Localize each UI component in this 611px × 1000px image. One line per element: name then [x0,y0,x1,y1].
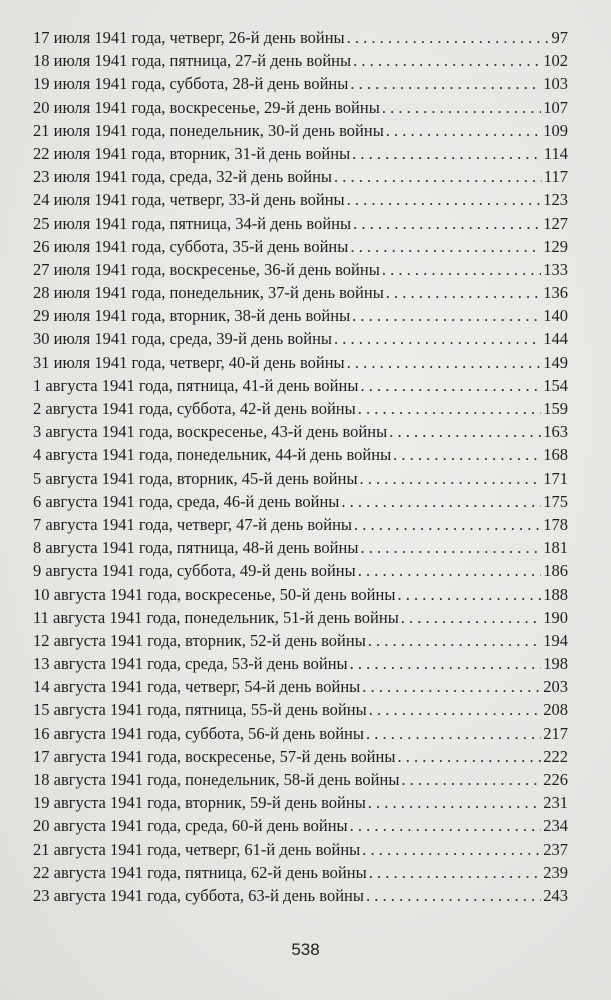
dot-leader [352,304,541,327]
toc-entry [33,559,568,582]
toc-entry [33,791,568,814]
toc-entry-title: 2 августа 1941 года, суббота, 42-й день войны [33,399,356,418]
toc-entry-page: 140 [543,306,568,326]
toc-entry [33,606,568,629]
toc-entry [33,861,568,884]
toc-entry [33,72,568,95]
toc-entry [33,884,568,907]
toc-entry-title: 23 июля 1941 года, среда, 32-й день войны [33,167,333,187]
toc-entry-title: 5 августа 1941 года, вторник, 45-й день войны [33,468,358,488]
dot-leader [350,235,541,258]
dot-leader [366,722,541,745]
toc-entry-title: 29 июля 1941 года, вторник, 38-й день войны [33,306,351,326]
toc-entry-page: 127 [543,213,568,233]
toc-entry-title: 11 августа 1941 года, понедельник, 51-й день войны [33,607,399,627]
toc-entry [33,142,568,165]
toc-entry [33,258,568,281]
dot-leader [397,583,541,606]
toc-entry [33,49,568,72]
toc-entry-title: 28 июля 1941 года, понедельник, 37-й день войны [33,283,384,303]
toc-entry-title: 22 августа 1941 года, пятница, 62-й день войны [33,862,367,882]
toc-entry-title: 31 июля 1941 года, четверг, 40-й день войны [33,352,345,372]
toc-entry-title: 24 июля 1941 года, четверг, 33-й день войны [33,190,345,210]
toc-entry [33,513,568,536]
dot-leader [354,513,541,536]
toc-entry-page: 208 [543,700,568,720]
dot-leader [366,884,541,907]
toc-entry-page: 159 [543,399,568,418]
toc-entry [33,675,568,698]
toc-entry-page: 123 [543,190,568,210]
toc-entry [33,327,568,350]
toc-entry-title: 22 июля 1941 года, вторник, 31-й день войны [33,143,351,163]
toc-entry-page: 181 [543,538,568,558]
toc-entry-page: 239 [543,862,568,882]
toc-entry-title: 13 августа 1941 года, среда, 53-й день войны [33,654,348,674]
toc-entry [33,443,568,466]
dot-leader [350,72,541,95]
dot-leader [358,397,542,420]
dot-leader [334,165,542,188]
toc-entry-title: 9 августа 1941 года, суббота, 49-й день войны [33,561,356,581]
dot-leader [347,26,550,49]
toc-entry [33,420,568,443]
toc-entry-page: 203 [543,677,568,697]
toc-entry-title: 26 июля 1941 года, суббота, 35-й день войны [33,236,349,256]
toc-entry [33,188,568,211]
toc-entry [33,467,568,490]
toc-entry-title: 7 августа 1941 года, четверг, 47-й день войны [33,514,352,534]
toc-entry-page: 188 [543,584,568,604]
toc-entry-page: 109 [543,120,568,140]
toc-entry [33,814,568,837]
toc-entry-title: 25 июля 1941 года, пятница, 34-й день войны [33,213,352,233]
toc-entry [33,536,568,559]
toc-entry [33,212,568,235]
dot-leader [401,606,541,629]
toc-entry-title: 12 августа 1941 года, вторник, 52-й день войны [33,630,366,650]
toc-entry-title: 6 августа 1941 года, среда, 46-й день войны [33,491,340,511]
toc-entry-title: 17 августа 1941 года, воскресенье, 57-й день войны [33,746,396,766]
table-of-contents [33,26,568,907]
toc-entry-page: 186 [543,561,568,581]
dot-leader [382,96,541,119]
toc-entry [33,351,568,374]
toc-entry-title: 20 июля 1941 года, воскресенье, 29-й день войны [33,97,380,117]
toc-entry-page: 222 [543,746,568,766]
toc-entry-title: 30 июля 1941 года, среда, 39-й день войны [33,329,333,349]
toc-entry-page: 243 [543,885,568,905]
dot-leader [347,188,542,211]
toc-entry-title: 27 июля 1941 года, воскресенье, 36-й день войны [33,259,380,279]
toc-entry-title: 4 августа 1941 года, понедельник, 44-й день войны [33,445,392,465]
toc-entry [33,397,568,420]
toc-entry-title: 15 августа 1941 года, пятница, 55-й день войны [33,700,367,720]
toc-entry-page: 117 [543,167,568,187]
toc-entry [33,838,568,861]
toc-entry-page: 231 [543,793,568,813]
toc-entry-page: 129 [543,236,568,256]
dot-leader [393,443,541,466]
toc-entry-page: 154 [543,375,568,395]
dot-leader [334,327,541,350]
toc-entry-title: 14 августа 1941 года, четверг, 54-й день войны [33,677,361,697]
toc-entry-title: 8 августа 1941 года, пятница, 48-й день войны [33,538,359,558]
toc-entry-title: 3 августа 1941 года, воскресенье, 43-й день войны [33,422,388,442]
toc-entry [33,490,568,513]
toc-entry-page: 136 [543,283,568,303]
dot-leader [369,861,542,884]
dot-leader [353,49,541,72]
dot-leader [386,281,541,304]
toc-entry-page: 144 [543,329,568,349]
toc-entry-page: 217 [543,723,568,743]
toc-entry-page: 175 [543,491,568,511]
toc-entry [33,281,568,304]
toc-entry-page: 190 [543,607,568,627]
toc-entry-page: 102 [543,51,568,71]
toc-entry-page: 163 [543,422,568,442]
dot-leader [362,675,541,698]
toc-entry-page: 114 [543,143,568,163]
toc-entry-page: 237 [543,839,568,859]
dot-leader [397,745,541,768]
toc-entry-page: 234 [543,816,568,836]
dot-leader [350,814,542,837]
toc-entry [33,698,568,721]
toc-entry-page: 133 [543,259,568,279]
dot-leader [360,467,542,490]
toc-entry [33,26,568,49]
toc-entry [33,235,568,258]
toc-entry [33,96,568,119]
dot-leader [358,559,542,582]
page-number: 538 [291,940,320,959]
toc-entry-title: 17 июля 1941 года, четверг, 26-й день войны [33,28,345,47]
toc-entry-title: 10 августа 1941 года, воскресенье, 50-й день войны [33,584,396,604]
toc-entry [33,629,568,652]
toc-entry-title: 18 июля 1941 года, пятница, 27-й день войны [33,51,352,71]
toc-entry [33,652,568,675]
toc-entry-page: 226 [543,770,568,789]
toc-entry-title: 1 августа 1941 года, пятница, 41-й день войны [33,375,359,395]
dot-leader [369,698,542,721]
toc-entry [33,119,568,142]
toc-entry [33,304,568,327]
toc-entry-page: 194 [543,630,568,650]
dot-leader [401,768,541,791]
toc-entry-page: 198 [543,654,568,674]
toc-entry-title: 20 августа 1941 года, среда, 60-й день войны [33,816,348,836]
dot-leader [386,119,541,142]
dot-leader [368,791,541,814]
toc-entry-title: 23 августа 1941 года, суббота, 63-й день войны [33,885,364,905]
dot-leader [368,629,541,652]
toc-entry-page: 149 [543,352,568,372]
dot-leader [360,536,541,559]
dot-leader [352,142,542,165]
dot-leader [341,490,541,513]
toc-entry [33,768,568,791]
dot-leader [362,838,541,861]
toc-entry-page: 178 [543,514,568,534]
dot-leader [350,652,542,675]
toc-entry-title: 18 августа 1941 года, понедельник, 58-й день войны [33,770,400,789]
toc-entry-page: 107 [543,97,568,117]
toc-entry-title: 16 августа 1941 года, суббота, 56-й день войны [33,723,364,743]
toc-entry-page: 171 [543,468,568,488]
dot-leader [389,420,541,443]
toc-entry-page: 103 [543,74,568,94]
toc-entry-title: 21 августа 1941 года, четверг, 61-й день войны [33,839,361,859]
toc-entry [33,583,568,606]
toc-entry [33,165,568,188]
toc-entry-title: 21 июля 1941 года, понедельник, 30-й день войны [33,120,384,140]
dot-leader [353,212,541,235]
dot-leader [382,258,541,281]
toc-entry-title: 19 июля 1941 года, суббота, 28-й день войны [33,74,349,94]
toc-entry-page: 97 [551,28,568,47]
toc-entry [33,374,568,397]
dot-leader [347,351,542,374]
toc-entry [33,722,568,745]
toc-entry [33,745,568,768]
toc-entry-title: 19 августа 1941 года, вторник, 59-й день войны [33,793,366,813]
dot-leader [360,374,541,397]
toc-entry-page: 168 [543,445,568,465]
